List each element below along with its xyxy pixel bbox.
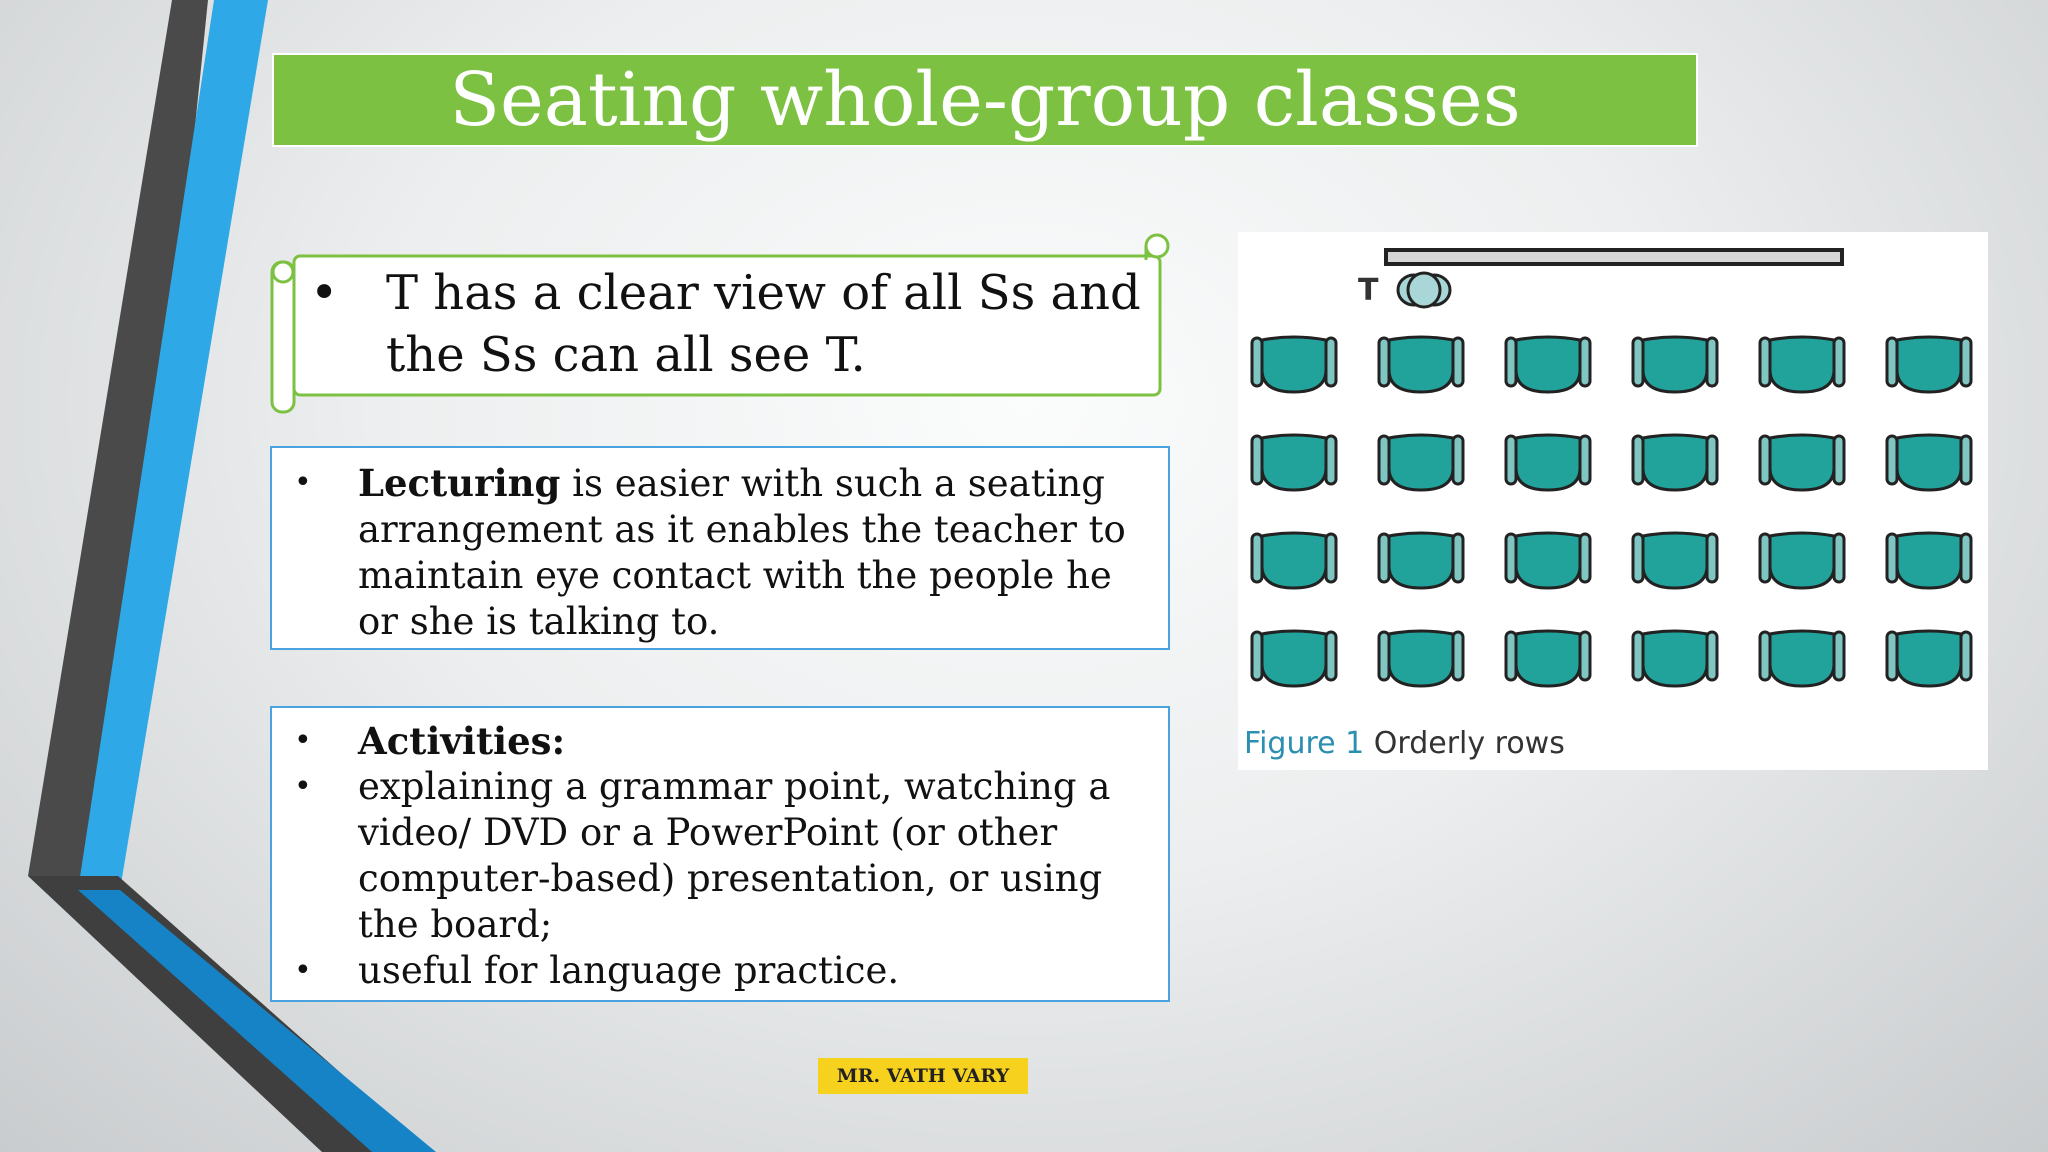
student-seat xyxy=(1887,435,1971,490)
seat-grid xyxy=(1252,337,1971,686)
sub-item xyxy=(294,764,1154,948)
bullet-dot: • xyxy=(294,465,312,500)
footer-badge xyxy=(818,1058,1028,1094)
student-seat xyxy=(1760,631,1844,686)
teacher-label: T xyxy=(1358,273,1379,308)
slide-title: Seating whole-group classes xyxy=(449,57,1521,143)
student-seat xyxy=(1633,337,1717,392)
student-seat xyxy=(1506,337,1590,392)
orderly-rows-figure xyxy=(1238,232,1988,770)
footer-text: MR. VATH VARY xyxy=(836,1065,1010,1087)
figure-label: Figure 1 xyxy=(1244,726,1365,761)
activities-box xyxy=(270,706,1170,1002)
activities-heading: Activities: xyxy=(358,719,566,763)
student-seat xyxy=(1379,533,1463,588)
student-seat xyxy=(1506,631,1590,686)
student-seat xyxy=(1760,337,1844,392)
student-seat xyxy=(1252,435,1336,490)
student-seat xyxy=(1379,435,1463,490)
bullet-dot: • xyxy=(294,723,312,758)
point-1-line-1: T has a clear view of all Ss and xyxy=(386,265,1141,321)
student-seat xyxy=(1506,533,1590,588)
board xyxy=(1386,250,1842,264)
student-seat xyxy=(1633,533,1717,588)
student-seat xyxy=(1633,631,1717,686)
title-bar xyxy=(272,53,1698,147)
point-1-line-2: the Ss can all see T. xyxy=(386,327,866,383)
student-seat xyxy=(1760,533,1844,588)
student-seat xyxy=(1252,533,1336,588)
bullet-dot: • xyxy=(310,265,339,321)
figure-caption xyxy=(1244,726,1565,761)
scroll-callout xyxy=(270,232,1172,420)
seating-diagram xyxy=(1238,232,1988,722)
point-2-bold: Lecturing xyxy=(358,461,561,505)
bullet-dot: • xyxy=(294,769,312,804)
student-seat xyxy=(1887,533,1971,588)
student-seat xyxy=(1887,631,1971,686)
lecturing-box xyxy=(270,446,1170,650)
bullet-dot: • xyxy=(294,953,312,988)
student-seat xyxy=(1633,435,1717,490)
student-seat xyxy=(1252,337,1336,392)
student-seat xyxy=(1252,631,1336,686)
student-seat xyxy=(1379,631,1463,686)
point-2-text: is easier with such a seating arrangement as it enables the teacher to maintain eye contact with the people he or she is talking to. xyxy=(358,462,1126,643)
figure-caption-text: Orderly rows xyxy=(1364,726,1565,761)
student-seat xyxy=(1379,337,1463,392)
sub-item-text: explaining a grammar point, watching a video/ DVD or a PowerPoint (or other computer-based) presentation, or using the board; xyxy=(358,765,1111,946)
student-seat xyxy=(1506,435,1590,490)
student-seat xyxy=(1760,435,1844,490)
teacher-desk-icon xyxy=(1398,273,1450,307)
point-1 xyxy=(310,262,1150,386)
student-seat xyxy=(1887,337,1971,392)
sub-item xyxy=(294,948,1154,994)
point-3-heading xyxy=(294,718,1154,764)
point-2 xyxy=(294,460,1154,645)
sub-item-text: useful for language practice. xyxy=(358,949,900,992)
